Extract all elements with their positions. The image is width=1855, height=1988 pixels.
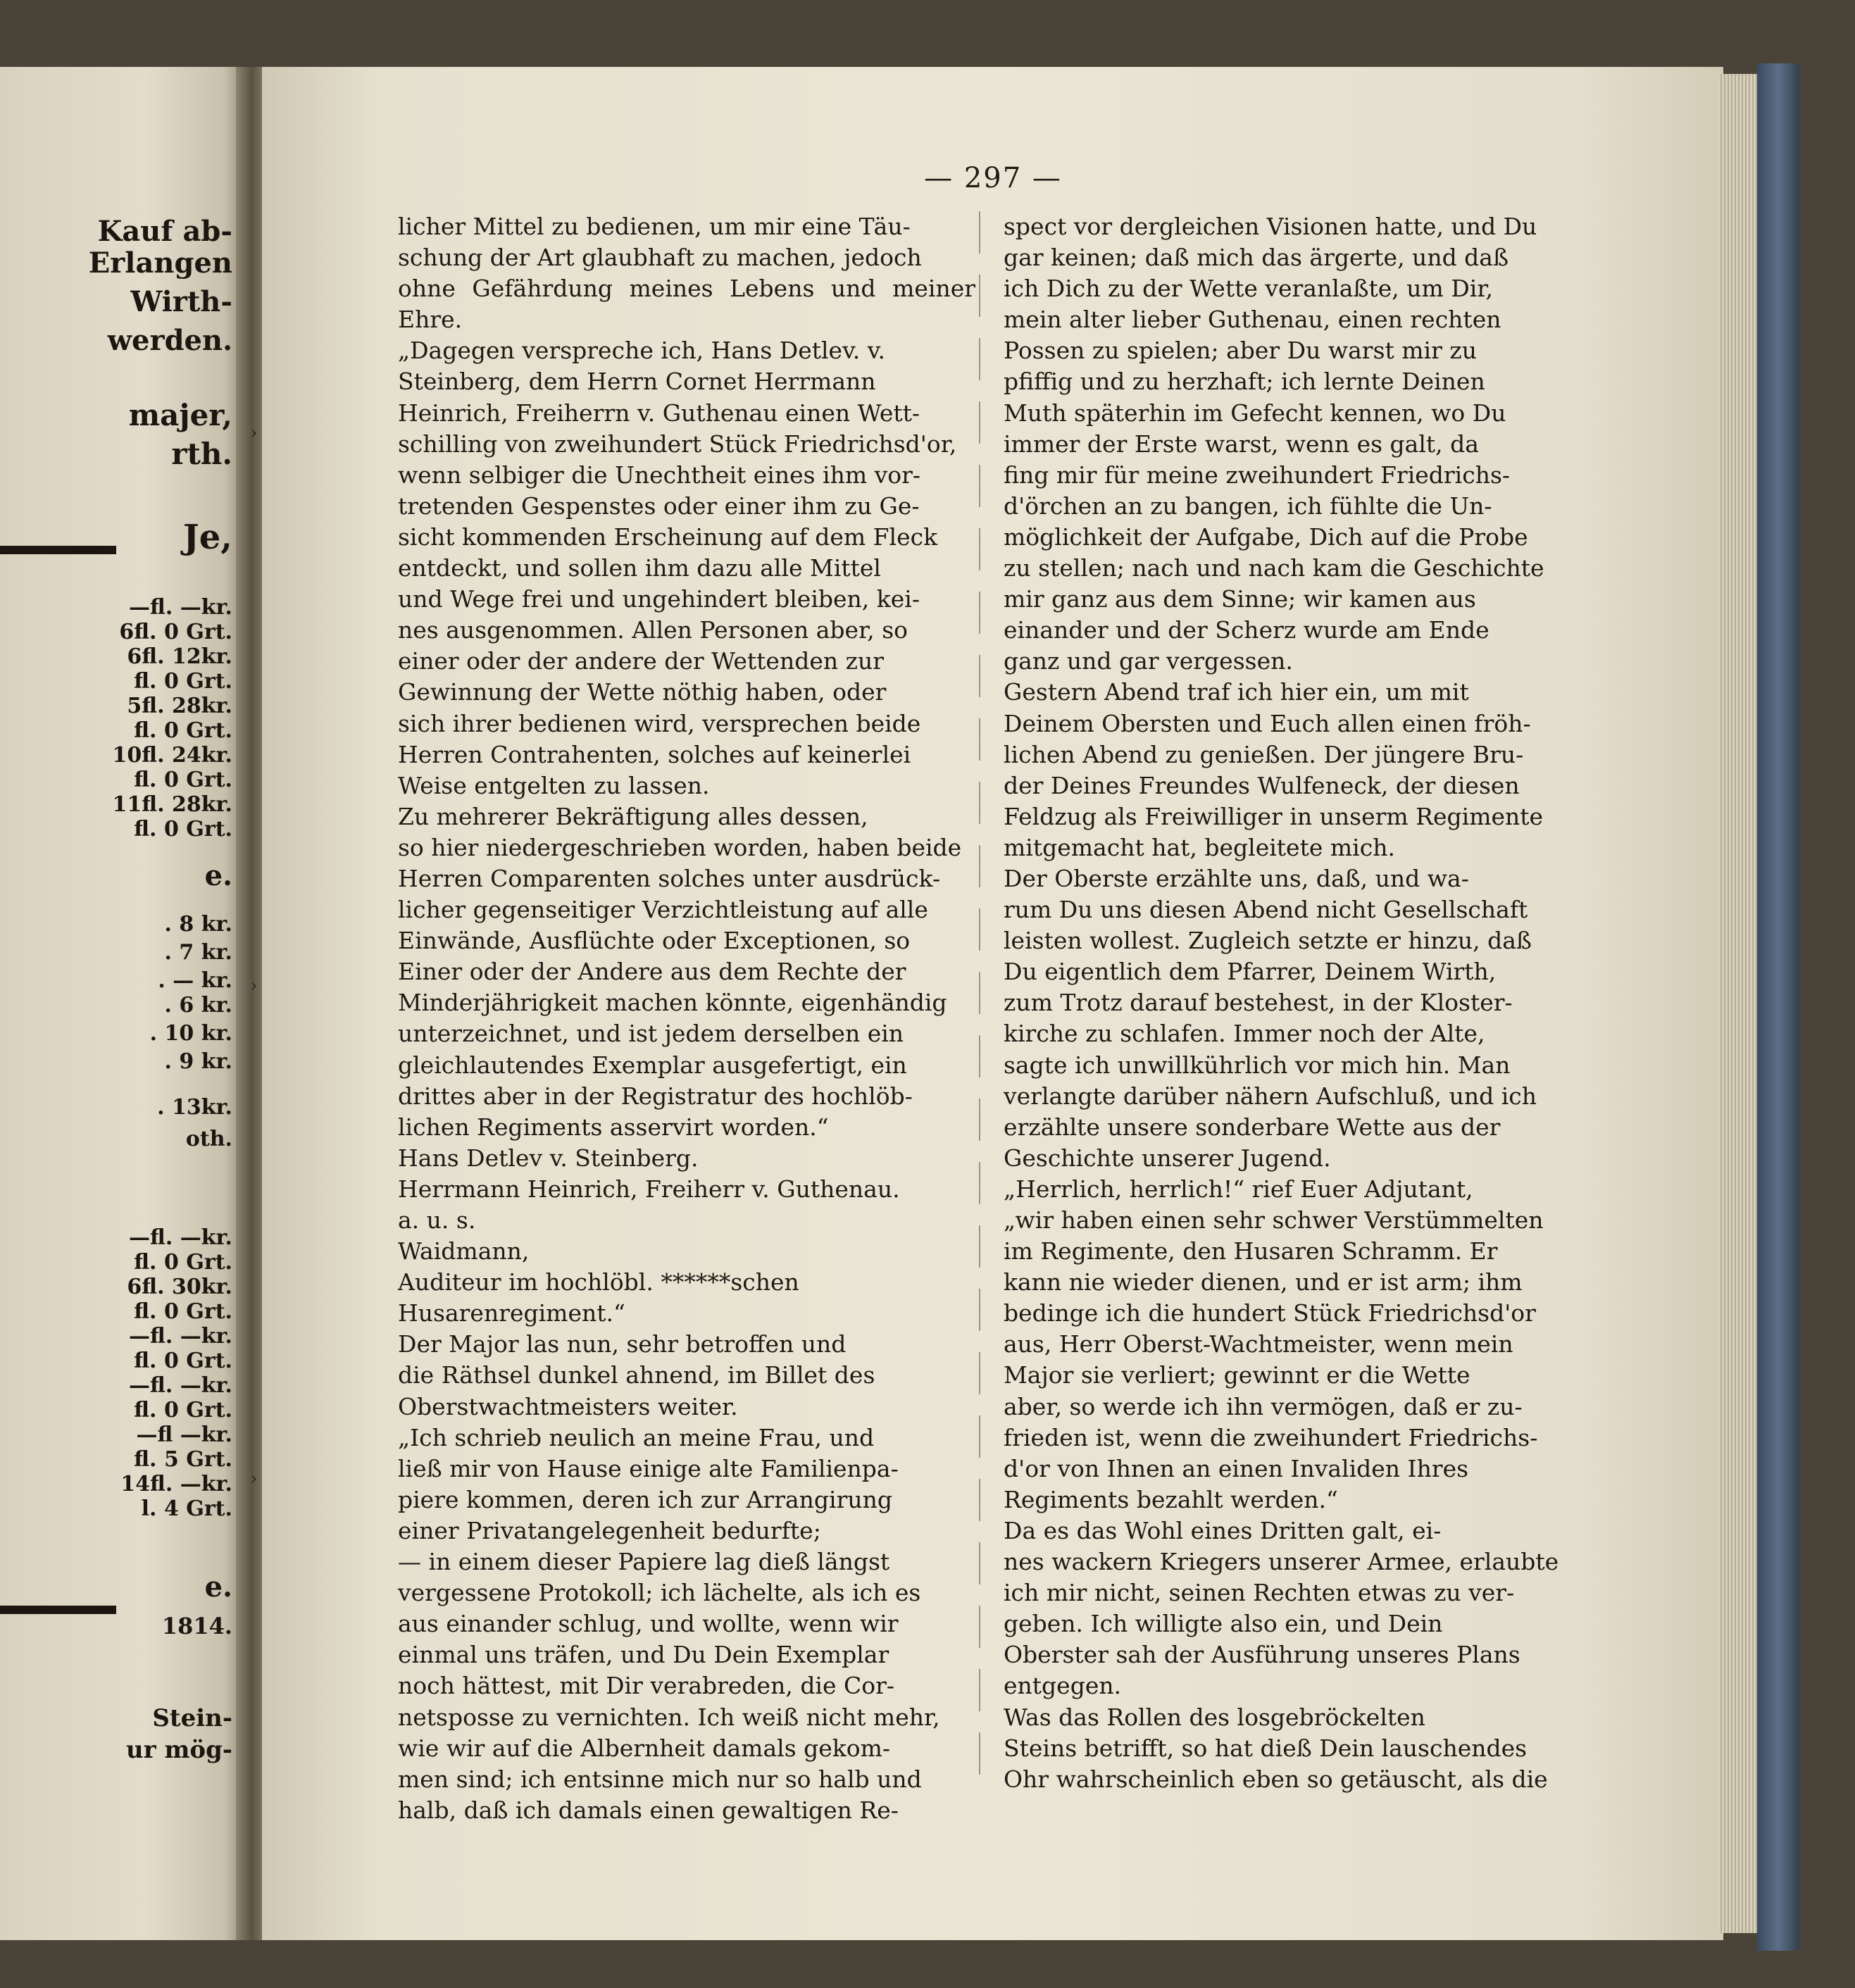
left-page-fragment: rth.: [171, 437, 232, 471]
left-page-fragment: Stein-: [152, 1704, 232, 1732]
left-page-fragment: —fl. —kr.: [129, 595, 232, 620]
margin-mark: ›: [250, 975, 258, 996]
left-page-fragment: —fl —kr.: [136, 1423, 232, 1447]
left-text-column: [398, 211, 975, 1826]
paragraph: spect vor dergleichen Visionen hatte, und Du gar keinen; daß mich das ärgerte, und daß ich Dich zu der Wette veranlaßte, um Dir, mein alter lieber Guthenau, einen rechten Possen zu spielen; aber Du warst mir zu pfiffig und zu herzhaft; ich lernte Deinen Muth späterhin im Gefecht kennen, wo Du immer der Erste warst, wenn es galt, da fing mir für meine zweihundert Friedrichs- d'örchen an zu bangen, ich fühlte die Un- möglichkeit der Aufgabe, Dich auf die Probe zu stellen; nach und nach kam die Geschichte mir ganz aus dem Sinne; wir kamen aus einander und der Scherz wurde am Ende ganz und gar vergessen.: [1004, 213, 1544, 675]
paragraph: Herrmann Heinrich, Freiherr v. Guthenau.: [398, 1175, 900, 1203]
left-page-fragment: 10fl. 24kr.: [112, 743, 232, 768]
left-page-fragment: 14fl. —kr.: [120, 1472, 232, 1496]
left-page-fragment: fl. 0 Grt.: [134, 1250, 232, 1275]
left-page-fragment: e.: [204, 1570, 232, 1603]
left-page-fragment: —fl. —kr.: [129, 1324, 232, 1349]
margin-mark: ›: [250, 1468, 258, 1489]
paragraph: Waidmann,: [398, 1237, 530, 1265]
left-page: [0, 67, 243, 1940]
left-page-fragment: e.: [204, 859, 232, 892]
left-page-fragment: fl. 0 Grt.: [134, 768, 232, 792]
paragraph: „Ich schrieb neulich an meine Frau, und ließ mir von Hause einige alte Familienpa- piere kommen, deren ich zur Arrangirung einer Privatangelegenheit bedurfte; — in einem dieser Papiere lag dieß längst vergessene Protokoll; ich lächelte, als ich es aus einander schlug, und wollte, wenn wir einmal uns träfen, und Du Dein Exemplar noch hättest, mit Dir verabreden, die Cor- netsposse zu vernichten. Ich weiß nicht mehr, wie wir auf die Albernheit damals gekom- men sind; ich entsinne mich nur so halb und halb, daß ich damals einen gewaltigen Re-: [398, 1423, 940, 1824]
left-page-fragment: 5fl. 28kr.: [127, 694, 232, 718]
left-page-fragment: fl. 0 Grt.: [134, 718, 232, 743]
left-page-fragment: l. 4 Grt.: [141, 1496, 232, 1521]
paragraph: „Dagegen verspreche ich, Hans Detlev. v. Steinberg, dem Herrn Cornet Herrmann Heinrich, Freiherrn v. Guthenau einen Wett- schilling von zweihundert Stück Friedrichsd'or, wenn selbiger die Unechtheit eines ihm vor- tretenden Gespenstes oder einer ihm zu Ge- sicht kommenden Erscheinung auf dem Fleck entdeckt, und sollen ihm dazu alle Mittel und Wege frei und ungehindert bleiben, kei- nes ausgenommen. Allen Personen aber, so einer oder der andere der Wettenden zur Gewinnung der Wette nöthig haben, oder sich ihrer bedienen wird, versprechen beide Herren Contrahenten, solches auf keinerlei Weise entgelten zu lassen.: [398, 337, 957, 799]
left-page-fragment: Erlangen: [88, 246, 232, 280]
paragraph: a. u. s.: [398, 1206, 476, 1234]
page-number: — 297 —: [924, 162, 1062, 194]
book-cover: [1757, 63, 1799, 1951]
left-page-fragment: . 6 kr.: [164, 993, 232, 1018]
right-text-column: [1004, 211, 1581, 1795]
left-page-fragment: —fl. —kr.: [129, 1225, 232, 1250]
left-page-fragment: . 13kr.: [157, 1095, 232, 1120]
left-page-fragment: Kauf ab-: [97, 215, 232, 248]
left-page-fragment: . — kr.: [158, 968, 232, 993]
left-page-fragment: oth.: [185, 1127, 232, 1151]
left-page-fragment: Wirth-: [130, 285, 232, 318]
paragraph: Zu mehrerer Bekräftigung alles dessen, so hier niedergeschrieben worden, haben beide Herren Comparenten solches unter ausdrück- licher gegenseitiger Verzichtleistung auf alle Einwände, Ausflüchte oder Exceptionen, so Einer oder der Andere aus dem Rechte der Minderjährigkeit machen könnte, eigenhändig unterzeichnet, und ist jedem derselben ein gleichlautendes Exemplar ausgefertigt, ein drittes aber in der Registratur des hochlöb- lichen Regiments asservirt worden.“: [398, 802, 962, 1141]
paragraph: licher Mittel zu bedienen, um mir eine Täu- schung der Art glaubhaft zu machen, jedoch ohne Gefährdung meines Lebens und meiner Ehre.: [398, 213, 975, 334]
paragraph: Der Major las nun, sehr betroffen und die Räthsel dunkel ahnend, im Billet des Oberstwachtmeisters weiter.: [398, 1330, 875, 1420]
left-page-fragment: 11fl. 28kr.: [112, 792, 232, 817]
left-page-fragment: fl. 5 Grt.: [134, 1447, 232, 1472]
left-page-fragment: —fl. —kr.: [129, 1373, 232, 1398]
left-page-fragment: fl. 0 Grt.: [134, 1299, 232, 1324]
left-page-fragment: majer,: [128, 398, 232, 432]
left-page-fragment: . 9 kr.: [164, 1049, 232, 1074]
column-divider: [979, 211, 980, 1775]
left-page-fragment: 6fl. 0 Grt.: [119, 620, 232, 644]
left-page-fragment: . 10 kr.: [149, 1021, 232, 1046]
paragraph: Hans Detlev v. Steinberg.: [398, 1144, 699, 1172]
paragraph: Was das Rollen des losgebröckelten Steins betrifft, so hat dieß Dein lauschendes Ohr wahrscheinlich eben so getäuscht, als die: [1004, 1703, 1548, 1793]
left-page-fragment: . 7 kr.: [164, 940, 232, 965]
paragraph: Da es das Wohl eines Dritten galt, ei- nes wackern Kriegers unserer Armee, erlaubte ich mir nicht, seinen Rechten etwas zu ver- geben. Ich willigte also ein, und Dein Oberster sah der Ausführung unseres Plans entgegen.: [1004, 1516, 1559, 1700]
left-page-fragment: werden.: [107, 324, 232, 357]
left-page-fragment: fl. 0 Grt.: [134, 669, 232, 694]
left-page-fragment: 1814.: [161, 1613, 232, 1639]
left-page-fragment: 6fl. 30kr.: [127, 1275, 232, 1299]
left-page-fragment: 6fl. 12kr.: [127, 644, 232, 669]
left-page-rule: [0, 546, 116, 554]
paragraph: „Herrlich, herrlich!“ rief Euer Adjutant, „wir haben einen sehr schwer Verstümmelten im Regimente, den Husaren Schramm. Er kann nie wieder dienen, und er ist arm; ihm bedinge ich die hundert Stück Friedrichsd'or aus, Herr Oberst-Wachtmeister, wenn mein Major sie verliert; gewinnt er die Wette aber, so werde ich ihn vermögen, daß er zu- frieden ist, wenn die zweihundert Friedrichs- d'or von Ihnen an einen Invaliden Ihres Regiments bezahlt werden.“: [1004, 1175, 1544, 1513]
left-page-fragment: fl. 0 Grt.: [134, 1349, 232, 1373]
left-page-fragment: fl. 0 Grt.: [134, 1398, 232, 1423]
paragraph: Der Oberste erzählte uns, daß, und wa- rum Du uns diesen Abend nicht Gesellschaft leisten wollest. Zugleich setzte er hinzu, daß Du eigentlich dem Pfarrer, Deinem Wirth, zum Trotz darauf bestehest, in der Kloster- kirche zu schlafen. Immer noch der Alte, sagte ich unwillkührlich vor mich hin. Man verlangte darüber nähern Aufschluß, und ich erzählte unsere sonderbare Wette aus der Geschichte unserer Jugend.: [1004, 864, 1537, 1172]
page-edges: [1718, 74, 1761, 1933]
left-page-rule: [0, 1606, 116, 1614]
margin-mark: ›: [250, 423, 258, 444]
left-page-fragment: Je,: [183, 518, 232, 557]
paragraph: Auditeur im hochlöbl. ******schen Husarenregiment.“: [398, 1268, 799, 1327]
paragraph: Gestern Abend traf ich hier ein, um mit Deinem Obersten und Euch allen einen fröh- lichen Abend zu genießen. Der jüngere Bru- der Deines Freundes Wulfeneck, der diesen Feldzug als Freiwilliger in unserm Regimente mitgemacht hat, begleitete mich.: [1004, 678, 1544, 861]
left-page-fragment: ur mög-: [125, 1736, 232, 1764]
left-page-fragment: fl. 0 Grt.: [134, 817, 232, 842]
left-page-fragment: . 8 kr.: [164, 912, 232, 937]
